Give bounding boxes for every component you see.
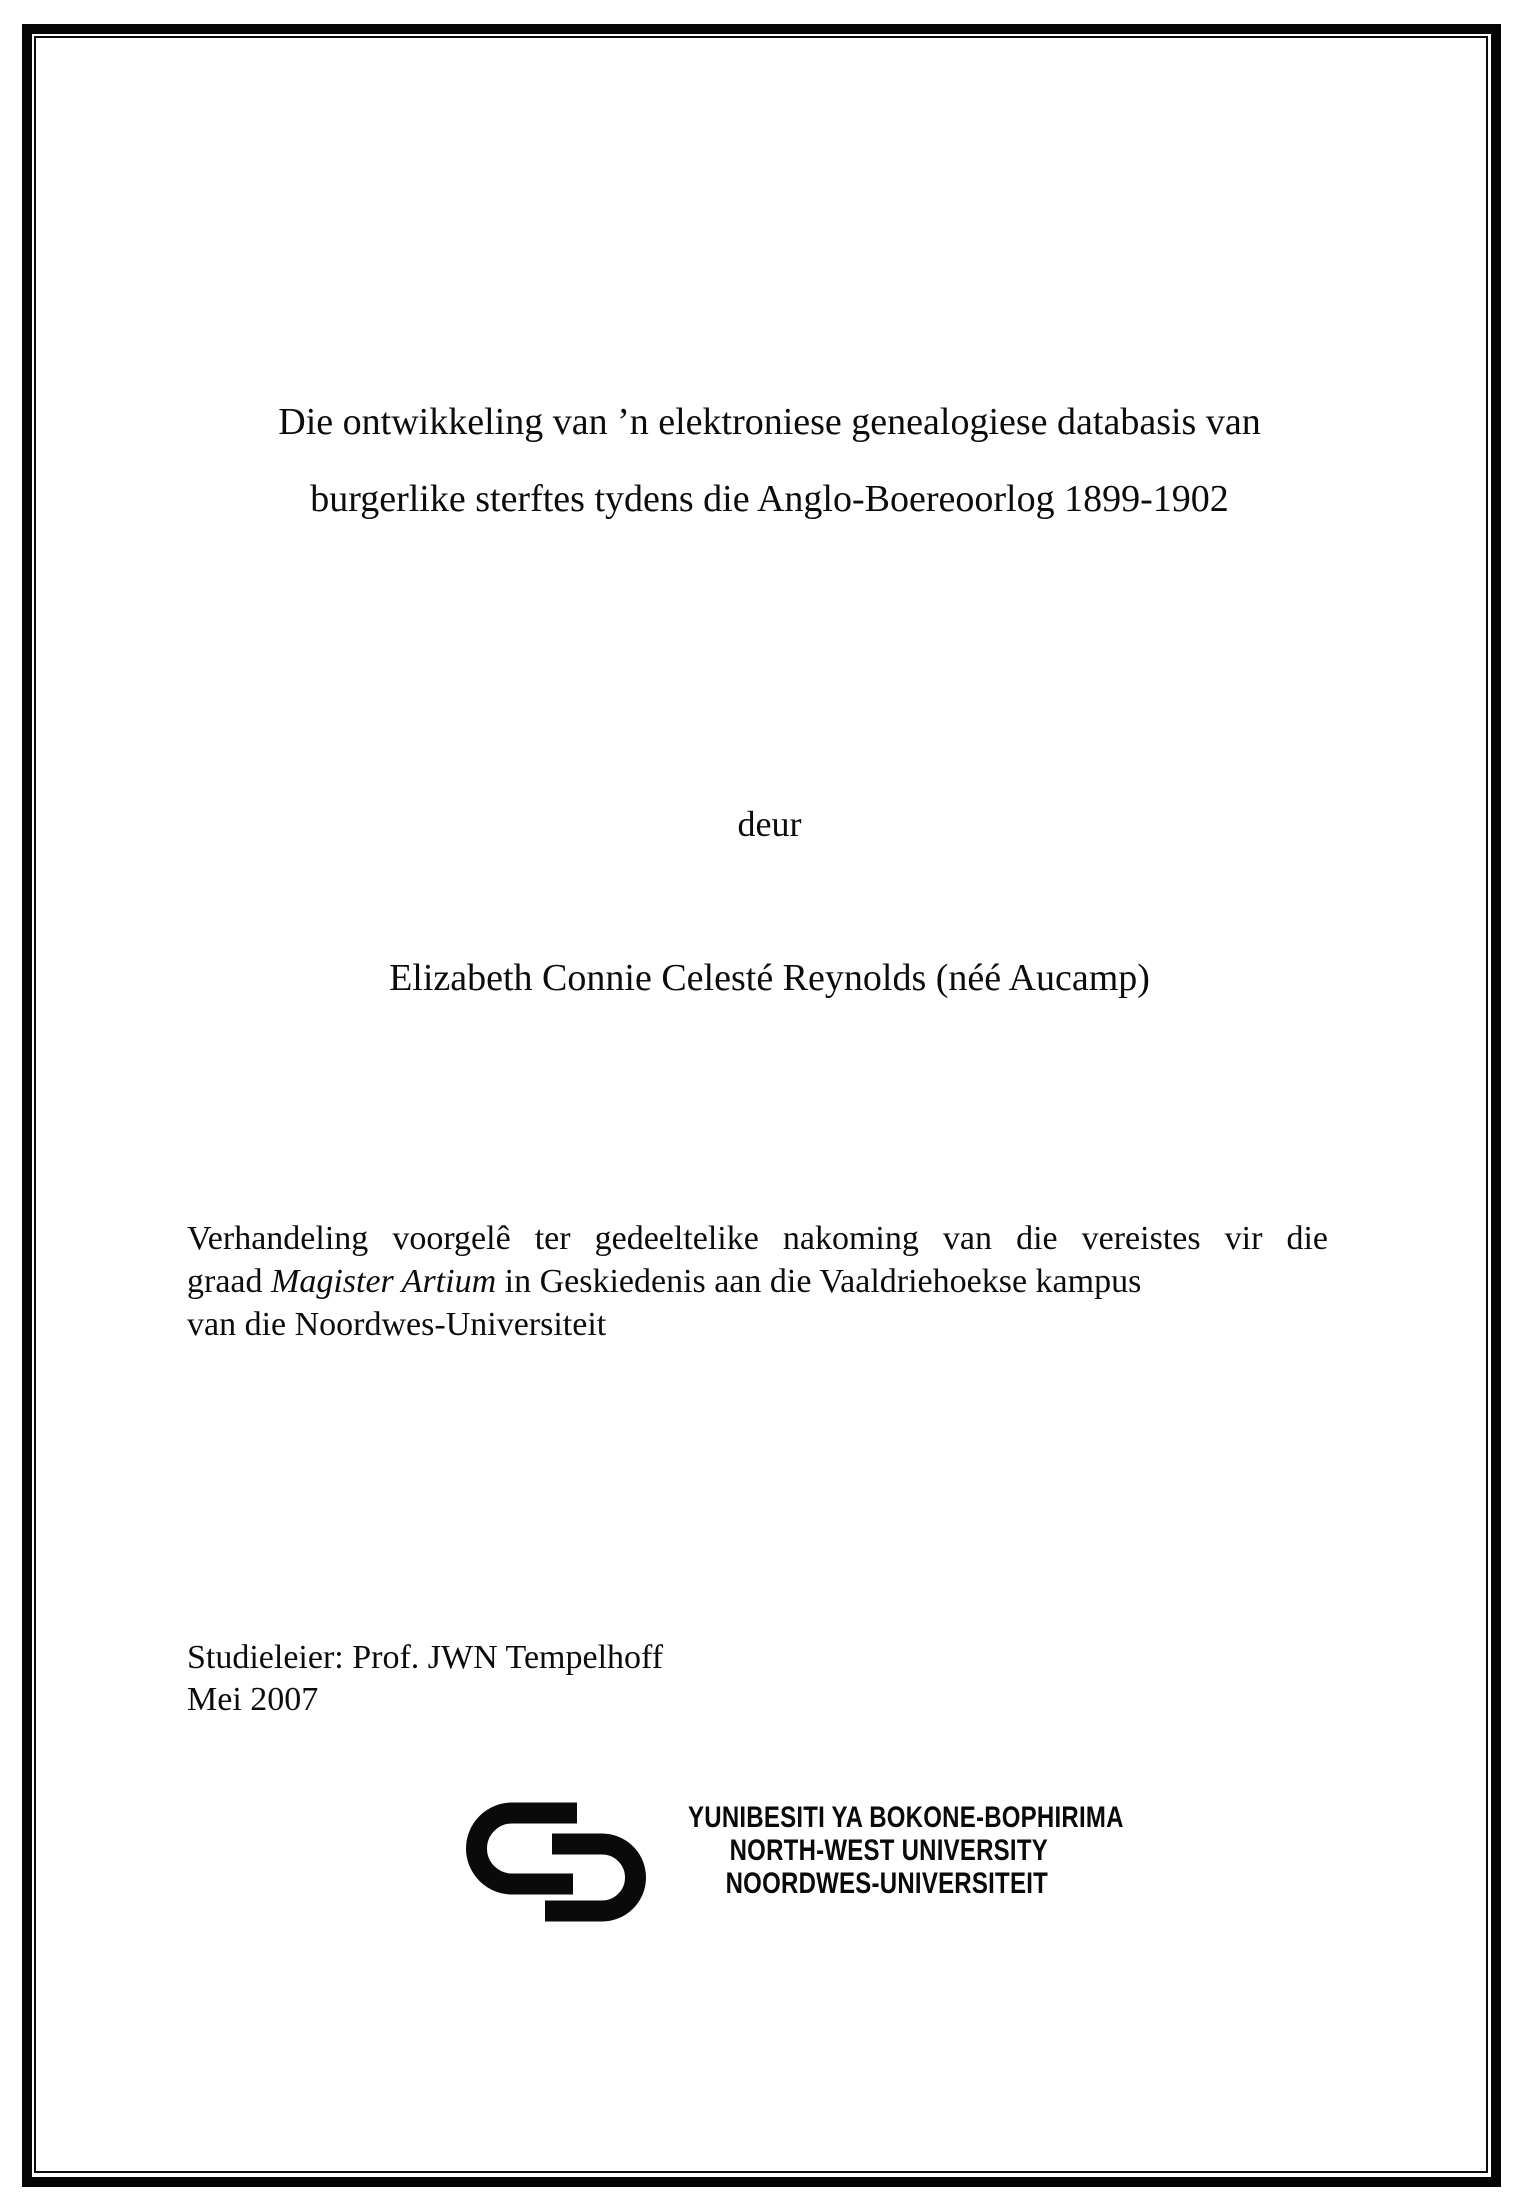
university-logo xyxy=(450,1799,1124,1929)
logo-line-english: NORTH-WEST UNIVERSITY xyxy=(729,1834,1048,1867)
date-line: Mei 2007 xyxy=(187,1681,319,1718)
logo-line-setswana: YUNIBESITI YA BOKONE-BOPHIRIMA xyxy=(688,1801,1124,1834)
supervisor-block xyxy=(187,1637,1087,1721)
degree-statement-line1: Verhandeling voorgelê ter gedeeltelike nakoming van die vereistes vir die xyxy=(187,1220,1328,1257)
degree-statement-line2-post: in Geskiedenis aan die Vaaldriehoekse kampus xyxy=(496,1263,1142,1300)
degree-statement-line3: van die Noordwes-Universiteit xyxy=(187,1306,607,1343)
degree-statement xyxy=(187,1217,1328,1346)
degree-name-italic: Magister Artium xyxy=(271,1263,497,1300)
thesis-title-line2: burgerlike sterftes tydens die Anglo-Boereoorlog 1899-1902 xyxy=(310,478,1229,520)
supervisor-line: Studieleier: Prof. JWN Tempelhoff xyxy=(187,1639,664,1676)
logo-line-afrikaans: NOORDWES-UNIVERSITEIT xyxy=(725,1867,1048,1900)
byline-deur: deur xyxy=(737,804,802,844)
degree-statement-line2-pre: graad xyxy=(187,1263,272,1300)
degree-statement-line2 xyxy=(187,1260,1328,1303)
author-name: Elizabeth Connie Celesté Reynolds (néé Aucamp) xyxy=(389,957,1150,999)
thesis-title-line1: Die ontwikkeling van ’n elektroniese genealogiese databasis van xyxy=(278,401,1261,443)
thesis-title xyxy=(199,384,1340,538)
university-logo-text xyxy=(598,1801,1124,1900)
